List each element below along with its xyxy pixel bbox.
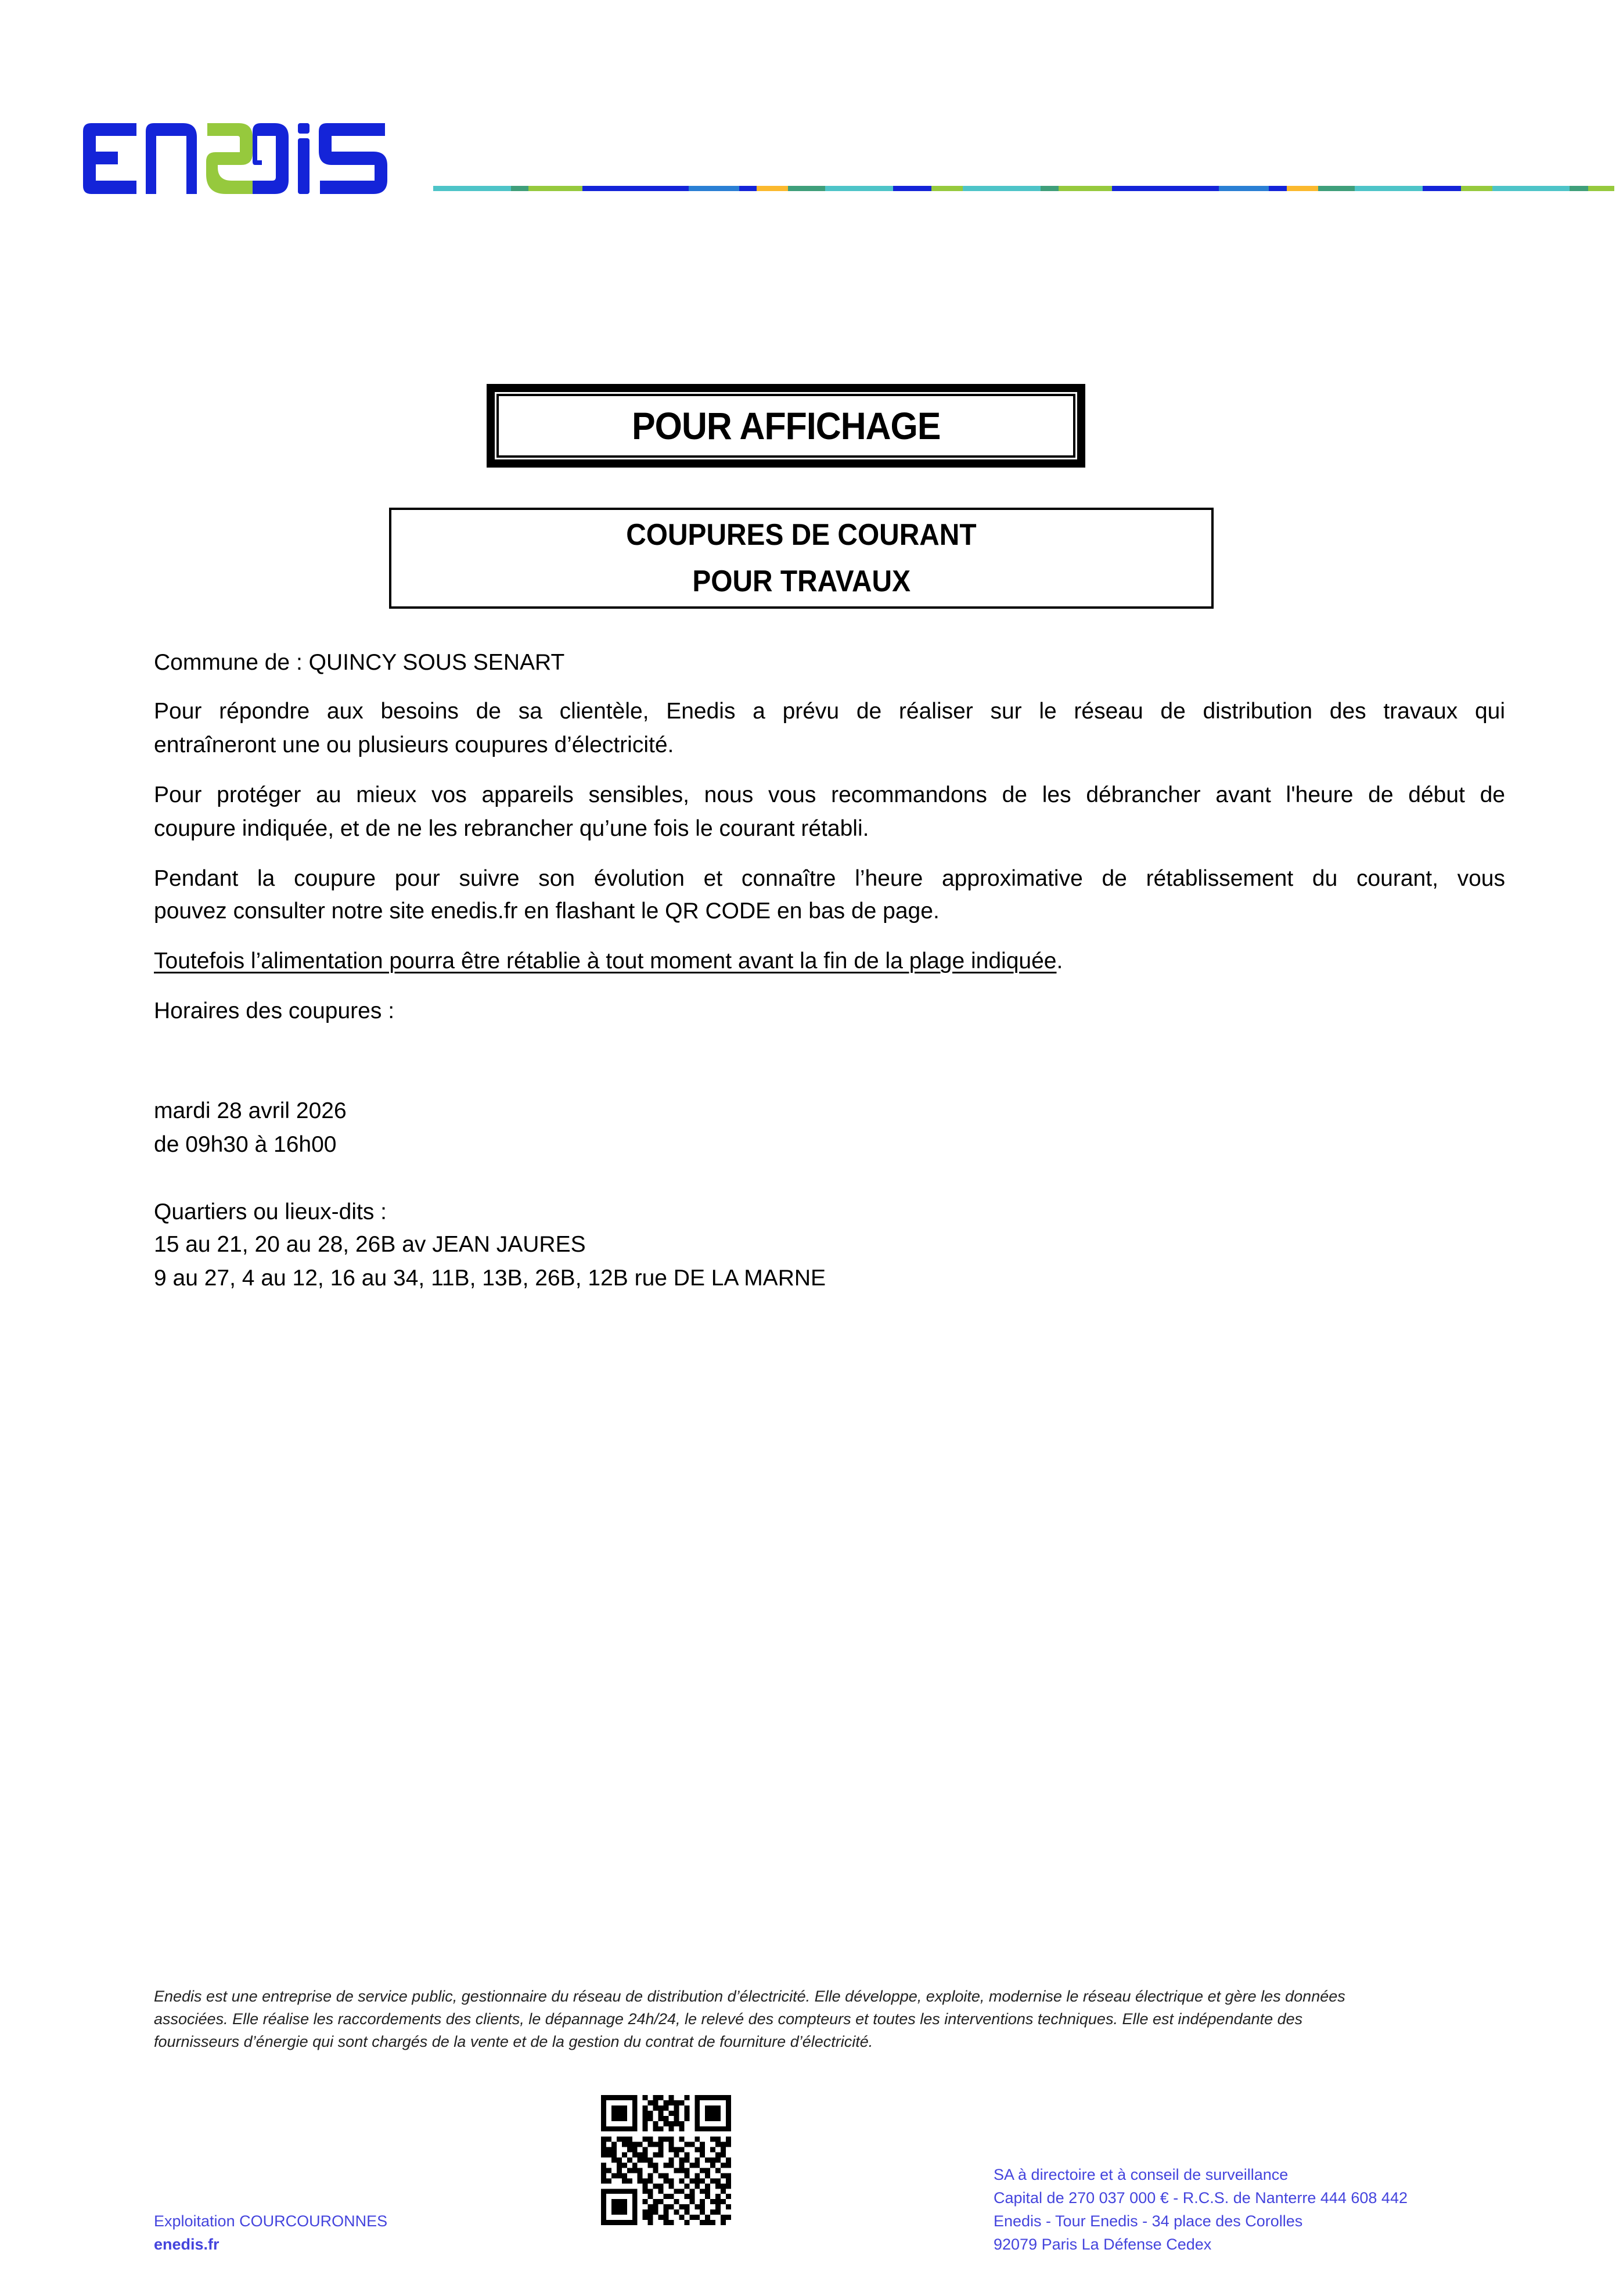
footer-legal [994, 2163, 1408, 2256]
stripe-segment [1461, 186, 1492, 191]
brand-color-stripe [433, 186, 1614, 191]
notice-subtitle-line1: COUPURES DE COURANT [626, 518, 977, 552]
warning-period: . [1056, 948, 1063, 973]
disclaimer-line: fournisseurs d’énergie qui sont chargés de la vente et de la gestion du contrat de fourniture d’électricité. [154, 2033, 873, 2050]
stripe-segment [1318, 186, 1355, 191]
para2-line2: coupure indiquée, et de ne les rebrancher qu’une fois le courant rétabli. [154, 816, 869, 841]
stripe-segment [1588, 186, 1614, 191]
stripe-segment [931, 186, 963, 191]
coupures-title-box [389, 508, 1214, 609]
stripe-segment [1059, 186, 1112, 191]
stripe-segment [1219, 186, 1269, 191]
stripe-segment [582, 186, 689, 191]
stripe-segment [511, 186, 528, 191]
stripe-segment [1423, 186, 1461, 191]
schedule-label: Horaires des coupures : [154, 998, 395, 1023]
legal-line: SA à directoire et à conseil de surveillance [994, 2166, 1289, 2183]
area-item: 15 au 21, 20 au 28, 26B av JEAN JAURES [154, 1232, 586, 1257]
company-disclaimer [154, 1985, 1507, 2053]
warning-text: Toutefois l’alimentation pourra être rétablie à tout moment avant la fin de la plage indiquée [154, 948, 1057, 973]
enedis-logo [83, 123, 420, 194]
stripe-segment [1570, 186, 1588, 191]
notice-subtitle-line2: POUR TRAVAUX [692, 565, 911, 598]
stripe-segment [1492, 186, 1570, 191]
stripe-segment [1287, 186, 1318, 191]
pour-affichage-box [487, 384, 1085, 468]
stripe-segment [1355, 186, 1423, 191]
areas-label: Quartiers ou lieux-dits : [154, 1199, 387, 1224]
stripe-segment [739, 186, 757, 191]
stripe-segment [1269, 186, 1287, 191]
legal-line: Enedis - Tour Enedis - 34 place des Corolles [994, 2212, 1303, 2230]
disclaimer-line: Enedis est une entreprise de service public, gestionnaire du réseau de distribution d’électricité. Elle développe, exploite, modernise le réseau électrique et gère les données [154, 1988, 1345, 2005]
stripe-segment [433, 186, 511, 191]
stripe-segment [528, 186, 582, 191]
stripe-segment [1112, 186, 1219, 191]
schedule-time: de 09h30 à 16h00 [154, 1132, 337, 1157]
qr-code-icon[interactable] [601, 2095, 731, 2225]
para2-line1: Pour protéger au mieux vos appareils sensibles, nous vous recommandons de les débrancher avant l'heure de début de [154, 782, 1505, 807]
notice-title: POUR AFFICHAGE [631, 404, 941, 447]
disclaimer-line: associées. Elle réalise les raccordements des clients, le dépannage 24h/24, le relevé des compteurs et toutes les interventions techniques. Elle est indépendante des [154, 2010, 1303, 2028]
para3-line1: Pendant la coupure pour suivre son évolution et connaître l’heure approximative de rétablissement du courant, vous [154, 866, 1505, 891]
stripe-segment [788, 186, 825, 191]
stripe-segment [757, 186, 788, 191]
area-item: 9 au 27, 4 au 12, 16 au 34, 11B, 13B, 26B, 12B rue DE LA MARNE [154, 1266, 826, 1291]
warning-line [154, 944, 1505, 978]
footer-left [154, 2209, 387, 2256]
website-link[interactable]: enedis.fr [154, 2236, 219, 2253]
stripe-segment [1041, 186, 1059, 191]
para1-line1: Pour répondre aux besoins de sa clientèle, Enedis a prévu de réaliser sur le réseau de distribution des travaux qui [154, 699, 1505, 724]
stripe-segment [825, 186, 893, 191]
legal-line: 92079 Paris La Défense Cedex [994, 2236, 1212, 2253]
legal-line: Capital de 270 037 000 € - R.C.S. de Nanterre 444 608 442 [994, 2189, 1408, 2207]
stripe-segment [893, 186, 931, 191]
stripe-segment [963, 186, 1041, 191]
para1-line2: entraîneront une ou plusieurs coupures d’électricité. [154, 732, 674, 757]
exploitation-label: Exploitation COURCOURONNES [154, 2212, 388, 2230]
commune-line: Commune de : QUINCY SOUS SENART [154, 650, 565, 675]
stripe-segment [689, 186, 739, 191]
para3-line2: pouvez consulter notre site enedis.fr en flashant le QR CODE en bas de page. [154, 899, 940, 924]
schedule-date: mardi 28 avril 2026 [154, 1098, 347, 1123]
